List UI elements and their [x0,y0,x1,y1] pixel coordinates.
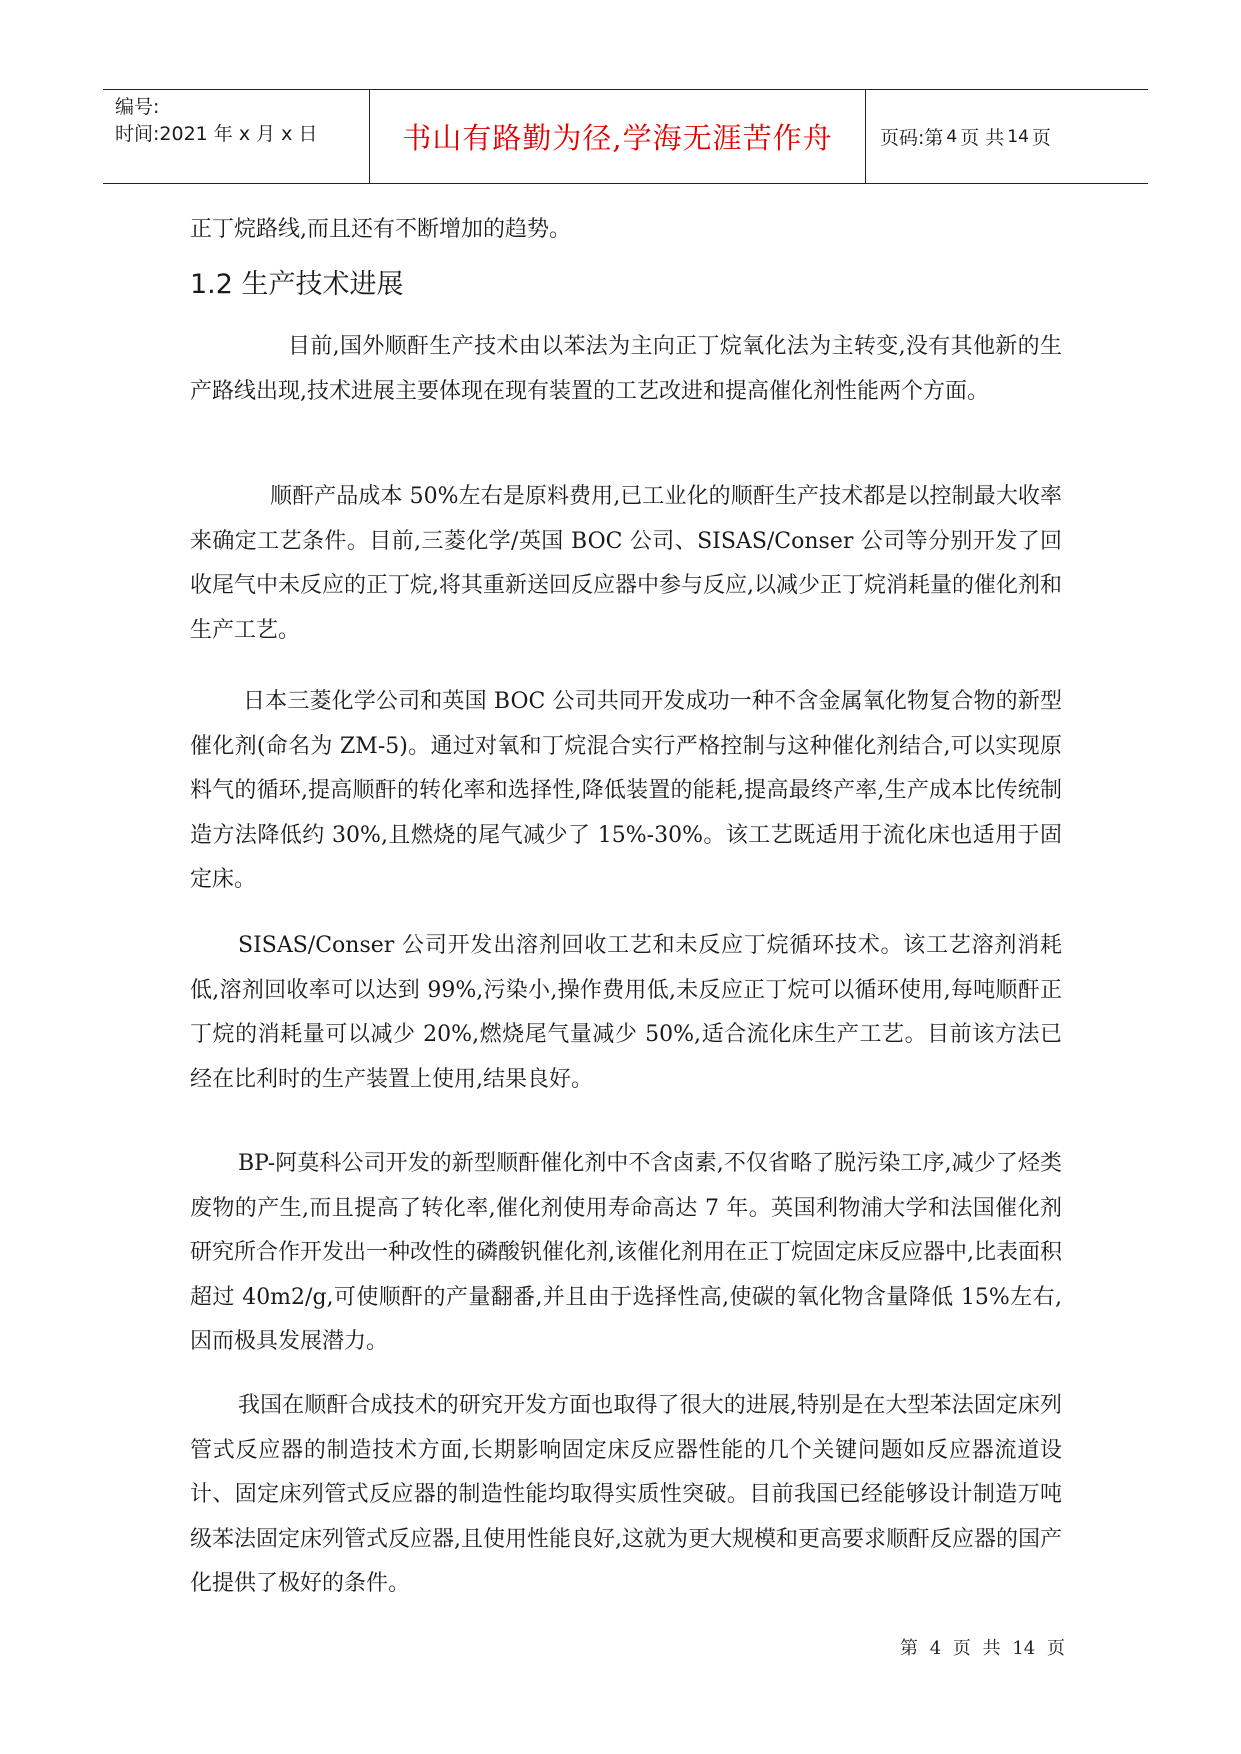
paragraph: SISAS/Conser 公司开发出溶剂回收工艺和未反应丁烷循环技术。该工艺溶剂消耗低,溶剂回收率可以达到 99%,污染小,操作费用低,未反应正丁烷可以循环使用,每吨顺酐正丁烷的消耗量可以减少 20%,燃烧尾气量减少 50%,适合流化床生产工艺。目前该方法已经在比利时的生产装置上使用,结果良好。 [190,933,1062,1092]
paragraph: 日本三菱化学公司和英国 BOC 公司共同开发成功一种不含金属氧化物复合物的新型催化剂(命名为 ZM-5)。通过对氧和丁烷混合实行严格控制与这种催化剂结合,可以实现原料气的循环,提高顺酐的转化率和选择性,降低装置的能耗,提高最终产率,生产成本比传统制造方法降低约 30%,且燃烧的尾气减少了 15%-30%。该工艺既适用于流化床也适用于固定床。 [190,689,1062,893]
page-prefix: 页码:第 [880,127,944,149]
paragraph: 目前,国外顺酐生产技术由以苯法为主向正丁烷氧化法为主转变,没有其他新的生产路线出现,技术进展主要体现在现有装置的工艺改进和提高催化剂性能两个方面。 [190,334,1062,404]
document-time-label: 时间:2021 年 x 月 x 日 [115,123,318,145]
page-total: 14 [1007,126,1029,147]
page-suffix: 页 [1031,127,1051,149]
header-motto: 书山有路勤为径,学海无涯苦作舟 [369,90,866,183]
paragraph: 顺酐产品成本 50%左右是原料费用,已工业化的顺酐生产技术都是以控制最大收率来确定工艺条件。目前,三菱化学/英国 BOC 公司、SISAS/Conser 公司等分别开发了回收尾气中未反应的正丁烷,将其重新送回反应器中参与反应,以减少正丁烷消耗量的催化剂和生产工艺。 [190,484,1062,643]
header-page-number [866,90,1148,183]
paragraph: BP-阿莫科公司开发的新型顺酐催化剂中不含卤素,不仅省略了脱污染工序,减少了烃类废物的产生,而且提高了转化率,催化剂使用寿命高达 7 年。英国利物浦大学和法国催化剂研究所合作开发出一种改性的磷酸钒催化剂,该催化剂用在正丁烷固定床反应器中,比表面积超过 40m2/g,可使顺酐的产量翻番,并且由于选择性高,使碳的氧化物含量降低 15%左右,因而极具发展潜力。 [190,1151,1062,1355]
document-number-label: 编号: [115,96,160,118]
section-heading: 1.2 生产技术进展 [190,269,404,300]
paragraph: 我国在顺酐合成技术的研究开发方面也取得了很大的进展,特别是在大型苯法固定床列管式反应器的制造技术方面,长期影响固定床反应器性能的几个关键问题如反应器流道设计、固定床列管式反应器的制造性能均取得实质性突破。目前我国已经能够设计制造万吨级苯法固定床列管式反应器,且使用性能良好,这就为更大规模和更高要求顺酐反应器的国产化提供了极好的条件。 [190,1393,1062,1597]
page-footer: 第 4 页 共 14 页 [900,1638,1065,1659]
header-meta [103,90,369,183]
page-mid: 页 共 [960,127,1005,149]
continued-line: 正丁烷路线,而且还有不断增加的趋势。 [190,217,571,242]
page-header [103,89,1148,184]
page-current: 4 [946,126,958,147]
